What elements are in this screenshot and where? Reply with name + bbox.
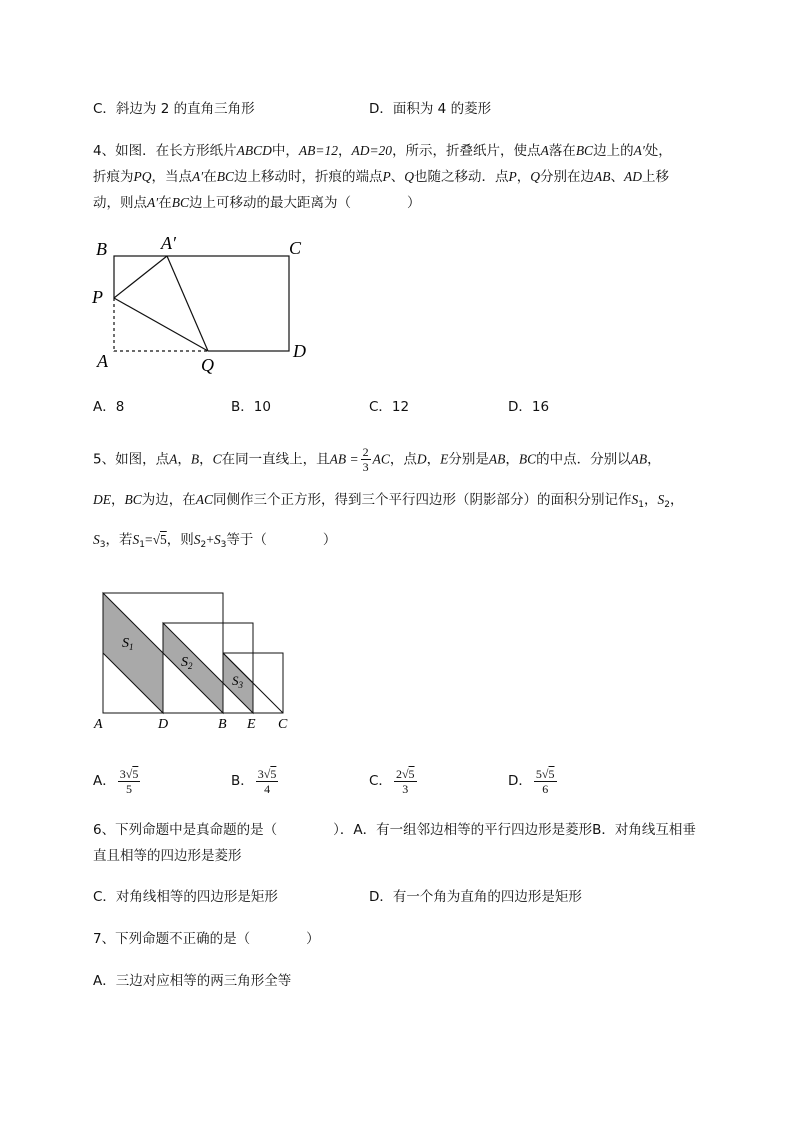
q5-label-b: B (218, 717, 227, 732)
q5-label-e: E (247, 717, 256, 732)
q3-option-c: C．斜边为 2 的直角三角形 (93, 101, 255, 117)
q4-label-b: B (96, 239, 107, 259)
q5-figure (90, 585, 300, 735)
q4-option-d: D．16 (508, 399, 550, 415)
q4-label-a: A (97, 351, 108, 371)
q5-label-s1: $S_1$ (122, 636, 134, 652)
q4-option-c: C．12 (369, 399, 410, 415)
q4-label-q: Q (201, 355, 214, 375)
q4-option-b: B．10 (231, 399, 271, 415)
q5-fraction-two-thirds: $\frac{2}{3}$ (362, 445, 369, 474)
q6-option-d: D．有一个角为直角的四边形是矩形 (369, 889, 582, 905)
q4-segment-pq (114, 298, 208, 351)
q4-label-a-prime: A′ (161, 233, 176, 253)
q4-label-c: C (289, 238, 302, 258)
q5-parallelogram-s1 (103, 593, 163, 713)
q5-option-a: A． $\frac{3√5}{5}$ (93, 766, 139, 796)
q5-label-c: C (278, 717, 288, 732)
q3-option-d: D．面积为 4 的菱形 (369, 101, 492, 117)
q5-label-d: D (158, 717, 169, 732)
q6-option-c: C．对角线相等的四边形是矩形 (93, 889, 278, 905)
q5-label-s2: $S_2$ (181, 655, 193, 671)
q4-stem-line2: 折痕为PQ，当点A′在BC边上移动时，折痕的端点P、Q也随之移动．点P，Q分别在边AB、AD上移 (93, 169, 669, 185)
q5-label-s3: $S_3$ (232, 673, 243, 690)
q4-option-a: A．8 (93, 399, 125, 415)
q5-option-d: D． $\frac{5√5}{6}$ (508, 766, 555, 796)
q4-stem-line3: 动，则点A′在BC边上可移动的最大距离为（ ） (93, 195, 421, 211)
q7-stem: 7、下列命题不正确的是（ ） (93, 931, 320, 947)
q5-option-c: C． $\frac{2√5}{3}$ (369, 766, 415, 796)
q4-label-p: P (92, 287, 103, 307)
q4-figure (88, 230, 328, 380)
q5-parallelogram-s2 (163, 623, 223, 713)
q5-label-a: A (94, 717, 103, 732)
q5-option-b: B． $\frac{3√5}{4}$ (231, 766, 277, 796)
q7-option-a: A．三边对应相等的两三角形全等 (93, 973, 292, 989)
q5-stem-line2: DE，BC为边，在AC同侧作三个正方形，得到三个平行四边形（阴影部分）的面积分别记作$S_1$，$S_2$， (93, 492, 684, 510)
q6-stem-line2: 直且相等的四边形是菱形 (93, 848, 242, 864)
q4-segment-a-prime-q (167, 256, 208, 351)
q5-stem-line3: $S_3$，若$S_1=√5$，则$S_2+S_3$等于（ ） (93, 532, 337, 550)
q6-stem-line1: 6、下列命题中是真命题的是（ ）．A．有一组邻边相等的平行四边形是菱形B．对角线互相垂 (93, 822, 696, 838)
q5-stem-line1: 5、如图，点A，B，C在同一直线上，且AB = $\frac{2}{3}$ AC，点D，E分别是AB，BC的中点．分别以AB， (93, 445, 661, 474)
q4-segment-pa-prime (114, 256, 167, 298)
q4-stem-line1: 4、如图．在长方形纸片ABCD中，AB=12，AD=20，所示，折叠纸片，使点A落在BC边上的A′处， (93, 143, 672, 159)
q4-label-d: D (293, 341, 306, 361)
